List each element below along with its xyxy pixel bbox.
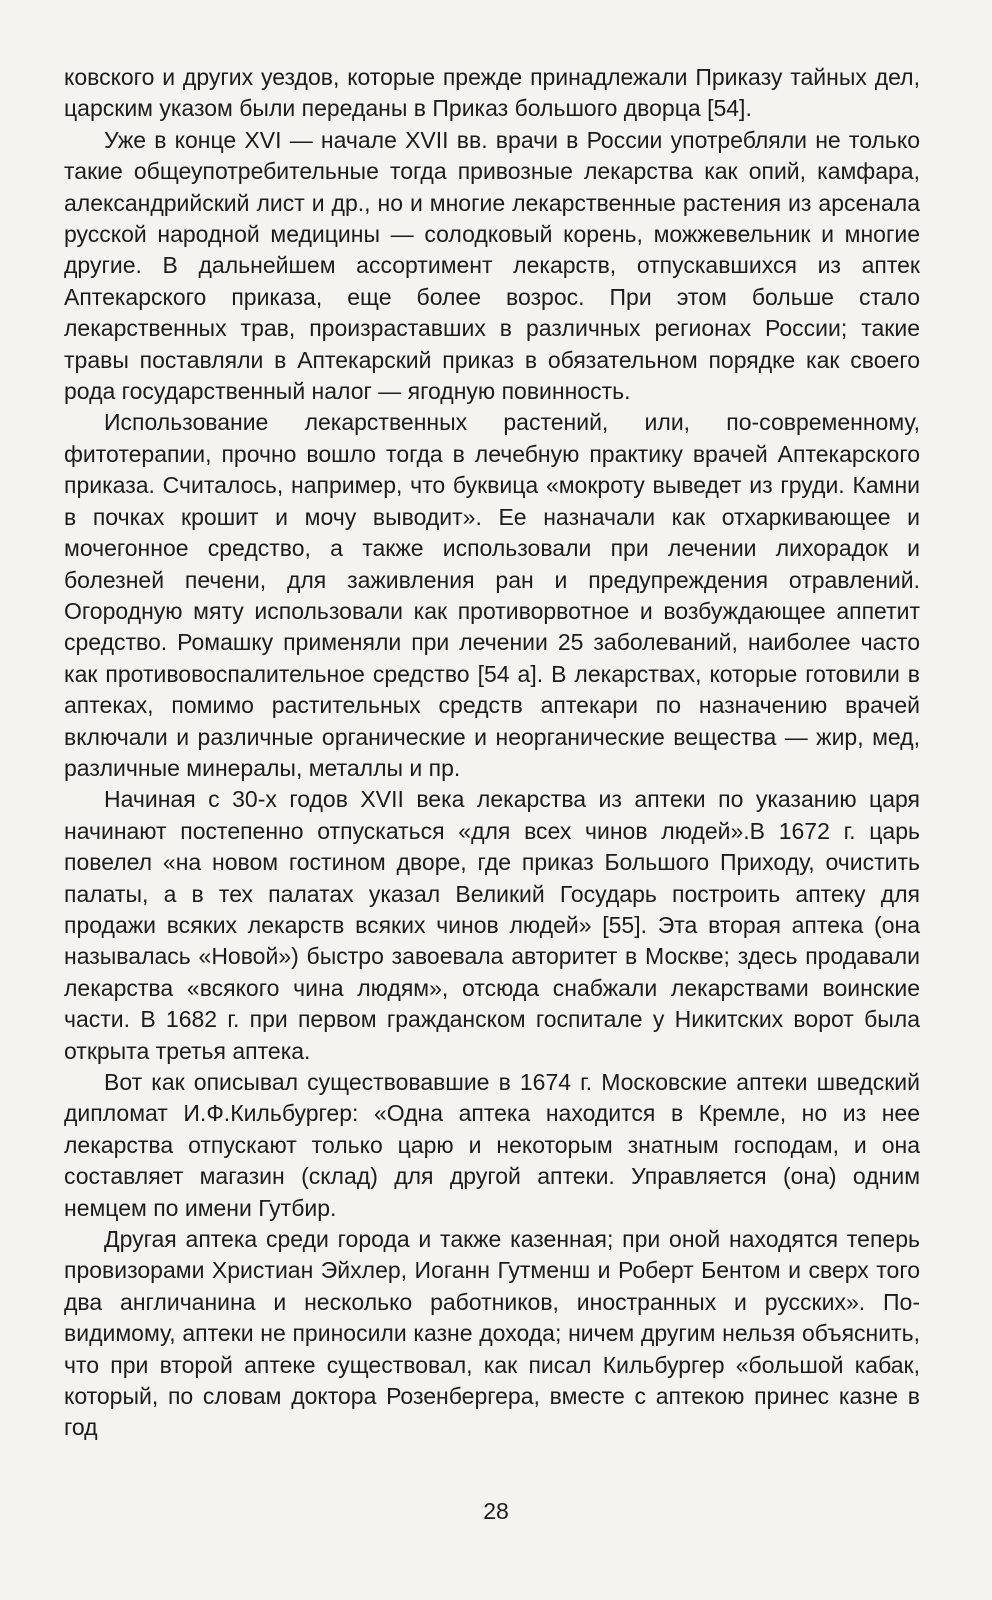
body-text (64, 62, 920, 1444)
paragraph: Начиная с 30-х годов XVII века лекарства из аптеки по указанию царя начинают постепенно отпускаться «для всех чинов людей».В 1672 г. царь повелел «на новом гостином дворе, где приказ Большого Приходу, очистить палаты, а в тех палатах указал Великий Государь построить аптеку для продажи всяких лекарств всяких чинов людей» [55]. Эта вторая аптека (она называлась «Новой») быстро завоевала авторитет в Москве; здесь продавали лекарства «всякого чина людям», отсюда снабжали лекарствами воинские части. В 1682 г. при первом гражданском госпитале у Никитских ворот была открыта третья аптека. (64, 786, 920, 1064)
paragraph-continued: ковского и других уездов, которые прежде принадлежали Приказу тайных дел, царским указом были переданы в Приказ большого дворца [54]. (64, 64, 920, 122)
page-number: 28 (483, 1498, 509, 1524)
paragraph: Другая аптека среди города и также казенная; при оной находятся теперь провизорами Христиан Эйхлер, Иоганн Гутменш и Роберт Бентом и сверх того два англичанина и несколько работников, иностранных и русских». По-видимому, аптеки не приносили казне дохода; ничем другим нельзя объяснить, что при второй аптеке существовал, как писал Кильбургер «большой кабак, который, по словам доктора Розенбергера, вместе с аптекою принес казне в год (64, 1226, 920, 1441)
paragraph: Использование лекарственных растений, или, по-современному, фитотерапии, прочно вошло тогда в лечебную практику врачей Аптекарского приказа. Считалось, например, что буквица «мокроту выведет из груди. Камни в почках крошит и мочу выводит». Ее назначали как отхаркивающее и мочегонное средство, а также использовали при лечении лихорадок и болезней печени, для заживления ран и предупреждения отравлений. Огородную мяту использовали как противорвотное и возбуждающее аппетит средство. Ромашку применяли при лечении 25 заболеваний, наиболее часто как противовоспалительное средство [54 а]. В лекарствах, которые готовили в аптеках, помимо растительных средств аптекари по назначению врачей включали и различные органические и неорганические вещества — жир, мед, различные минералы, металлы и пр. (64, 409, 920, 781)
paragraph: Вот как описывал существовавшие в 1674 г. Московские аптеки шведский дипломат И.Ф.Кильбургер: «Одна аптека находится в Кремле, но из нее лекарства отпускают только царю и некоторым знатным господам, и она составляет магазин (склад) для другой аптеки. Управляется (она) одним немцем по имени Гутбир. (64, 1069, 920, 1221)
paragraph: Уже в конце XVI — начале XVII вв. врачи в России употребляли не только такие общеупотребительные тогда привозные лекарства как опий, камфара, александрийский лист и др., но и многие лекарственные растения из арсенала русской народной медицины — солодковый корень, можжевельник и многие другие. В дальнейшем ассортимент лекарств, отпускавшихся из аптек Аптекарского приказа, еще более возрос. При этом больше стало лекарственных трав, произраставших в различных регионах России; такие травы поставляли в Аптекарский приказ в обязательном порядке как своего рода государственный налог — ягодную повинность. (64, 126, 920, 405)
